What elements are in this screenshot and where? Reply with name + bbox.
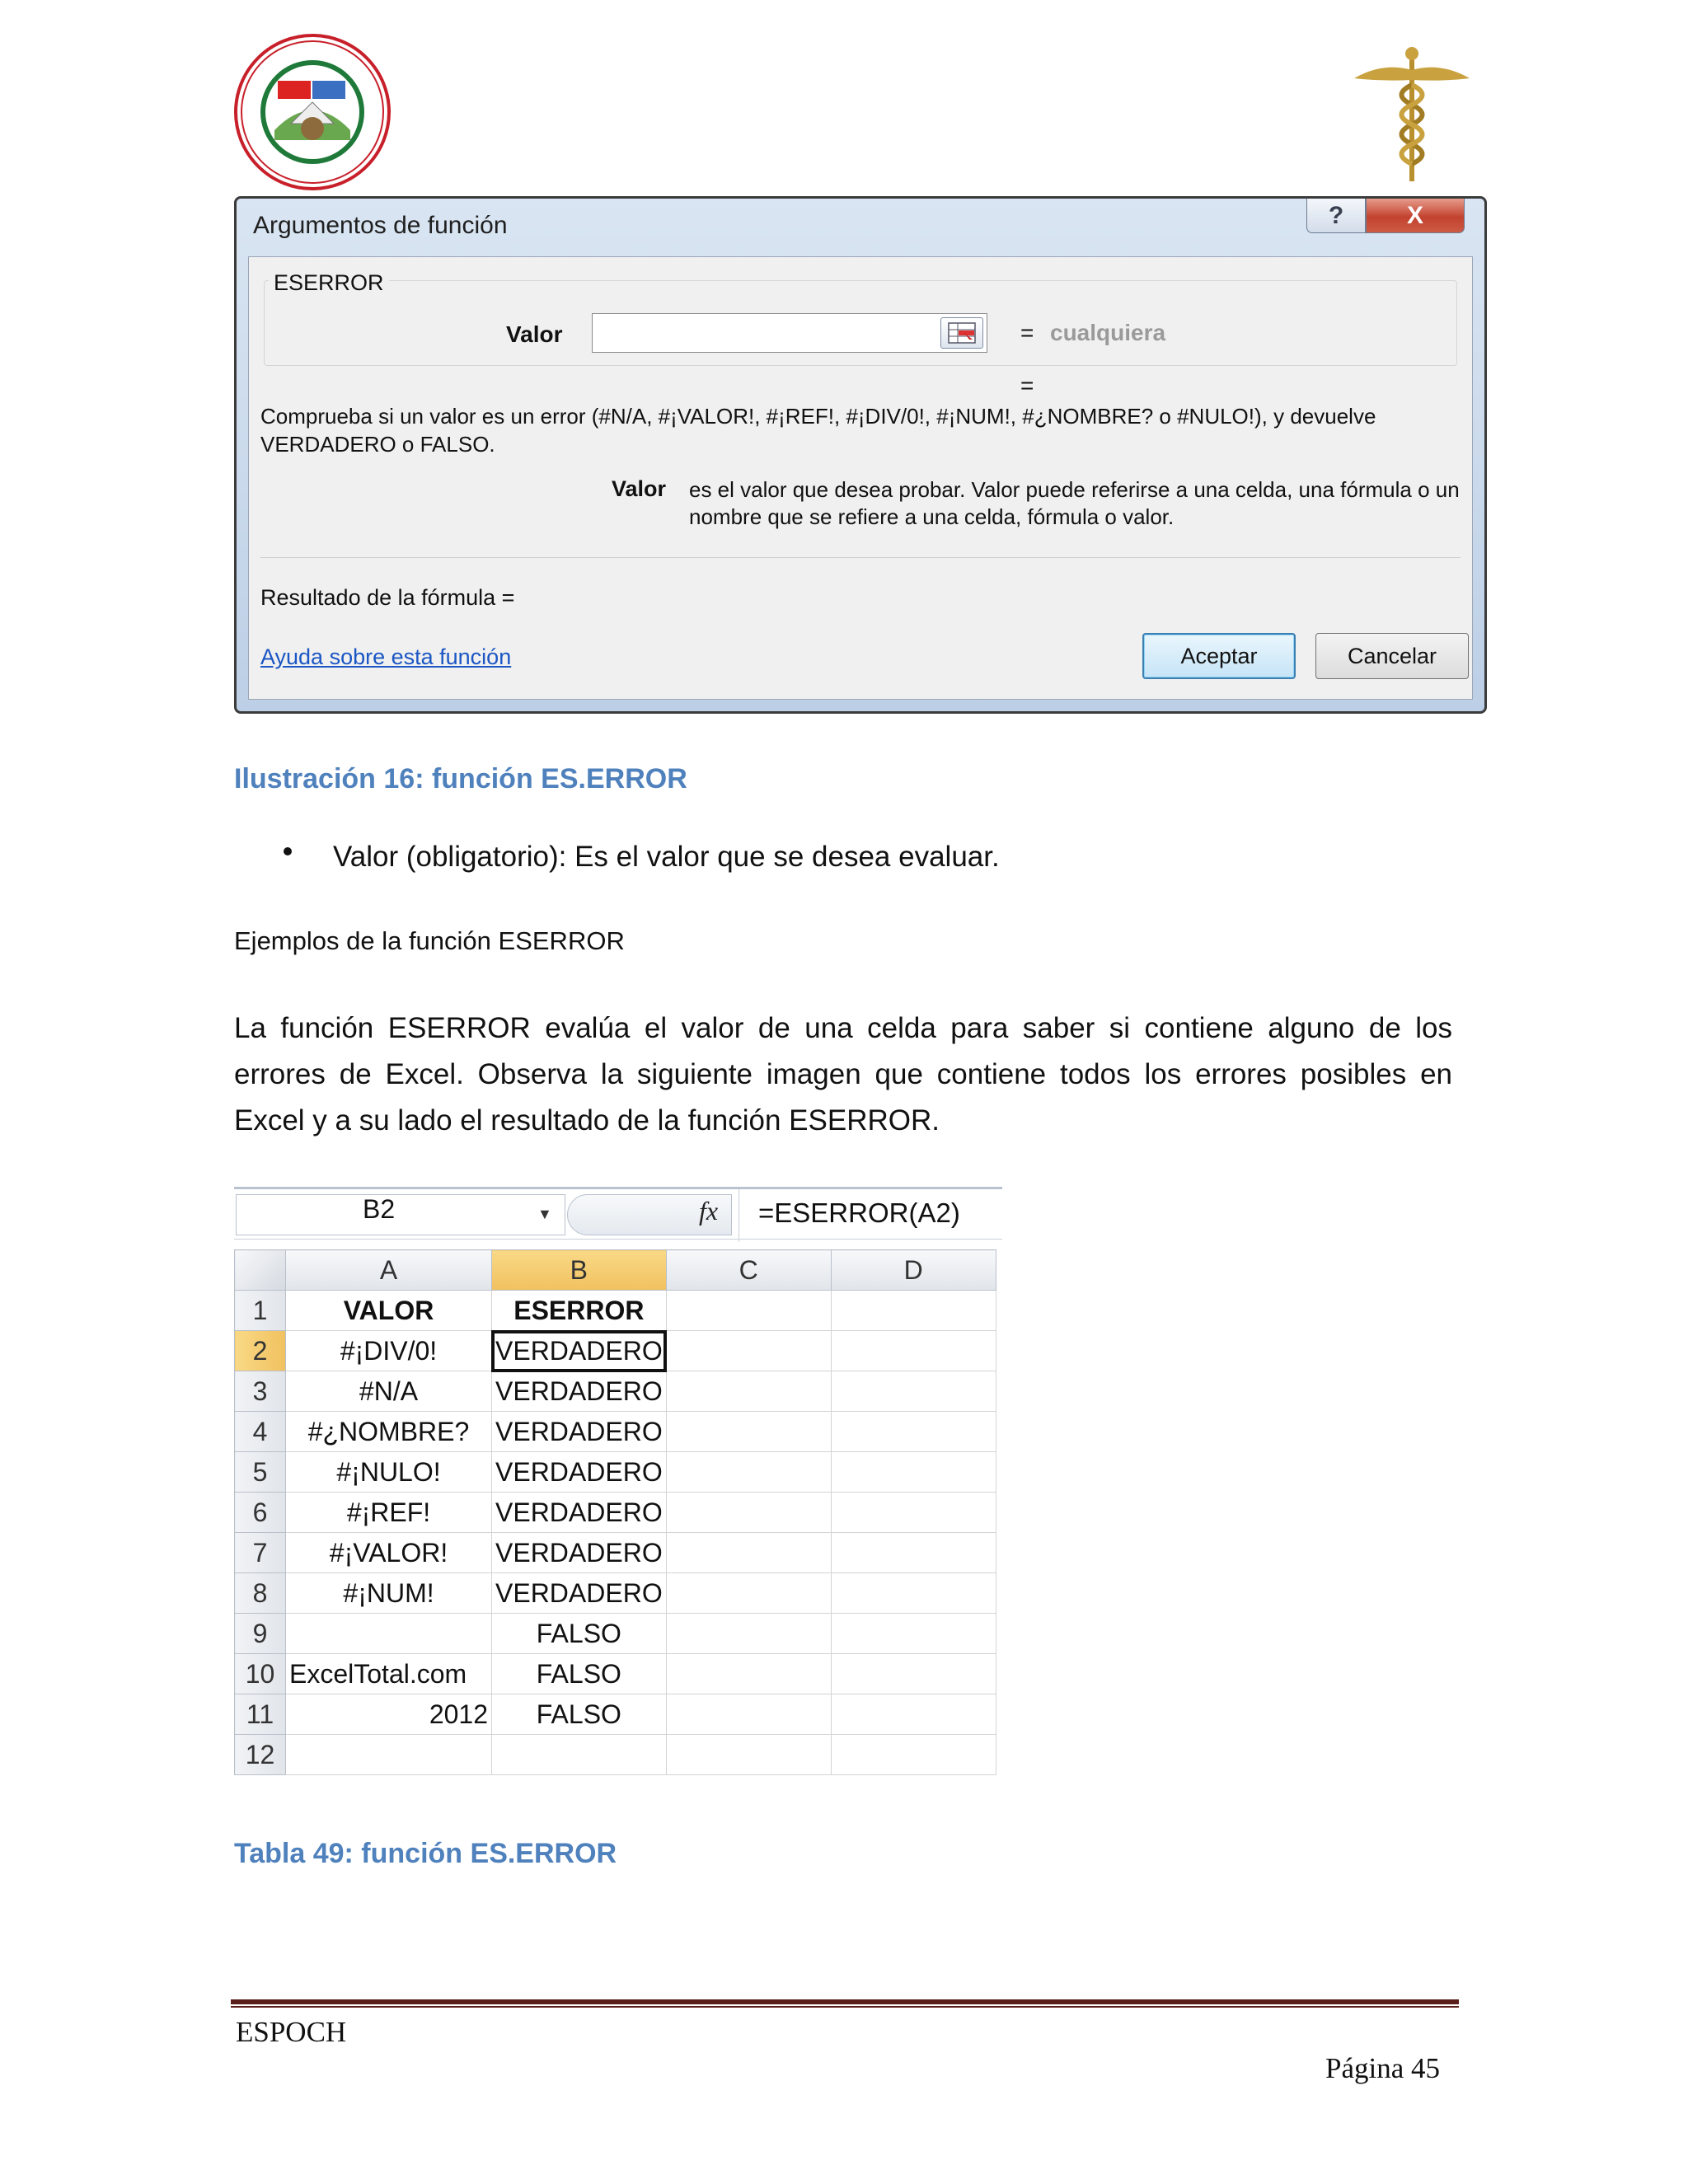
row-header[interactable]: 9	[235, 1614, 286, 1654]
figure-caption: Ilustración 16: función ES.ERROR	[234, 763, 687, 794]
table-row	[235, 1493, 996, 1533]
cell[interactable]	[666, 1654, 831, 1694]
cell[interactable]: ESERROR	[492, 1291, 667, 1331]
table-row	[235, 1371, 996, 1412]
formula-result-label: Resultado de la fórmula =	[260, 585, 515, 610]
table-row	[235, 1412, 996, 1452]
function-description: Comprueba si un valor es un error (#N/A, #¡VALOR!, #¡REF!, #¡DIV/0!, #¡NUM!, #¿NOMBRE? o #NULO!), y devuelve VERDADERO o FALSO.	[260, 404, 1376, 457]
table-row	[235, 1614, 996, 1654]
spreadsheet-grid	[234, 1249, 996, 1775]
caduceus-icon	[1350, 45, 1474, 185]
table-row	[235, 1573, 996, 1614]
formula-bar	[234, 1187, 1002, 1240]
cell[interactable]	[286, 1614, 492, 1654]
cell[interactable]	[831, 1291, 996, 1331]
row-header[interactable]: 1	[235, 1291, 286, 1331]
cell[interactable]	[666, 1573, 831, 1614]
table-row	[235, 1533, 996, 1573]
argument-help-name: Valor	[612, 476, 667, 501]
cell[interactable]	[286, 1735, 492, 1775]
cell[interactable]: VALOR	[286, 1291, 492, 1331]
bullet-text: Valor (obligatorio): Es el valor que se desea evaluar.	[333, 841, 1000, 873]
name-box-value: B2	[363, 1194, 396, 1224]
argument-label: Valor	[506, 321, 563, 347]
valor-input[interactable]	[592, 313, 987, 353]
cell[interactable]	[666, 1694, 831, 1735]
select-all-corner[interactable]	[235, 1250, 286, 1291]
cancel-button[interactable]: Cancelar	[1315, 633, 1469, 679]
cell[interactable]: FALSO	[492, 1614, 667, 1654]
window-controls	[1306, 199, 1471, 238]
cell[interactable]	[666, 1614, 831, 1654]
cell[interactable]: #¡NULO!	[286, 1452, 492, 1493]
cell[interactable]: #N/A	[286, 1371, 492, 1412]
argument-result: cualquiera	[1050, 320, 1166, 345]
row-header[interactable]: 2	[235, 1331, 286, 1371]
row-header[interactable]: 12	[235, 1735, 286, 1775]
row-header[interactable]: 5	[235, 1452, 286, 1493]
cell[interactable]: VERDADERO	[492, 1412, 667, 1452]
cell[interactable]: ExcelTotal.com	[286, 1654, 492, 1694]
cell[interactable]: FALSO	[492, 1694, 667, 1735]
column-header-row	[235, 1250, 996, 1291]
cell[interactable]	[831, 1735, 996, 1775]
function-arguments-dialog	[234, 196, 1487, 714]
help-button[interactable]: ?	[1306, 199, 1366, 233]
table-row	[235, 1654, 996, 1694]
cell[interactable]: 2012	[286, 1694, 492, 1735]
cell[interactable]	[666, 1493, 831, 1533]
cell[interactable]: #¡NUM!	[286, 1573, 492, 1614]
cell[interactable]	[831, 1493, 996, 1533]
cell[interactable]: #¡VALOR!	[286, 1533, 492, 1573]
cell[interactable]	[831, 1331, 996, 1371]
cell[interactable]: #¿NOMBRE?	[286, 1412, 492, 1452]
cell[interactable]	[831, 1654, 996, 1694]
row-header[interactable]: 3	[235, 1371, 286, 1412]
column-header[interactable]: B	[492, 1250, 667, 1291]
formula-input[interactable]: =ESERROR(A2)	[758, 1197, 960, 1228]
cell[interactable]	[831, 1452, 996, 1493]
cell[interactable]: VERDADERO	[492, 1371, 667, 1412]
cell[interactable]	[831, 1573, 996, 1614]
equals-sign: =	[1020, 373, 1034, 398]
column-header[interactable]: C	[666, 1250, 831, 1291]
fx-icon[interactable]: fx	[699, 1196, 719, 1226]
table-row	[235, 1452, 996, 1493]
divider	[738, 1189, 739, 1242]
cell[interactable]: VERDADERO	[492, 1452, 667, 1493]
row-header[interactable]: 4	[235, 1412, 286, 1452]
cell[interactable]	[831, 1371, 996, 1412]
table-caption: Tabla 49: función ES.ERROR	[234, 1838, 617, 1869]
cell[interactable]	[831, 1533, 996, 1573]
column-header[interactable]: A	[286, 1250, 492, 1291]
close-button[interactable]: X	[1366, 199, 1465, 233]
cell[interactable]: #¡DIV/0!	[286, 1331, 492, 1371]
cell[interactable]: #¡REF!	[286, 1493, 492, 1533]
table-row	[235, 1331, 996, 1371]
section-title: Ejemplos de la función ESERROR	[234, 926, 625, 955]
body-paragraph: La función ESERROR evalúa el valor de una celda para saber si contiene alguno de los errores de Excel. Observa la siguiente imagen que contiene todos los errores posibles en Excel y a su lado el resultado de la función ESERROR.	[234, 1012, 1452, 1137]
cell[interactable]	[831, 1694, 996, 1735]
cell[interactable]	[666, 1331, 831, 1371]
column-header[interactable]: D	[831, 1250, 996, 1291]
cell[interactable]	[666, 1735, 831, 1775]
chevron-down-icon[interactable]: ▼	[537, 1206, 552, 1222]
row-header[interactable]: 8	[235, 1573, 286, 1614]
range-select-icon	[941, 318, 982, 348]
cell[interactable]: VERDADERO	[492, 1533, 667, 1573]
equals-sign: =	[1020, 320, 1034, 345]
footer-rule	[231, 1999, 1459, 2004]
footer-institution: ESPOCH	[236, 2016, 347, 2048]
cell[interactable]: VERDADERO	[492, 1573, 667, 1614]
row-header[interactable]: 6	[235, 1493, 286, 1533]
cell[interactable]	[666, 1412, 831, 1452]
function-name-legend: ESERROR	[269, 270, 389, 296]
espoch-seal-icon	[233, 33, 392, 191]
table-row	[235, 1291, 996, 1331]
cell[interactable]	[831, 1412, 996, 1452]
cell[interactable]	[666, 1371, 831, 1412]
bullet-icon	[284, 847, 292, 855]
divider	[260, 557, 1461, 558]
row-header[interactable]: 7	[235, 1533, 286, 1573]
cell[interactable]: FALSO	[492, 1654, 667, 1694]
cell[interactable]	[492, 1735, 667, 1775]
ok-button[interactable]: Aceptar	[1142, 633, 1296, 679]
excel-screenshot	[234, 1187, 1002, 1790]
page-number: Página 45	[1325, 2052, 1441, 2084]
cell[interactable]	[666, 1533, 831, 1573]
help-link[interactable]: Ayuda sobre esta función	[260, 644, 512, 669]
footer-rule	[231, 2006, 1459, 2008]
table-row	[235, 1735, 996, 1775]
argument-help-text: es el valor que desea probar. Valor puede referirse a una celda, una fórmula o un nombre que se refiere a una celda, fórmula o valor.	[689, 477, 1460, 529]
active-cell[interactable]: VERDADERO	[492, 1331, 667, 1371]
cell[interactable]	[831, 1614, 996, 1654]
cell[interactable]: VERDADERO	[492, 1493, 667, 1533]
collapse-dialog-button[interactable]	[940, 317, 983, 349]
cell[interactable]	[666, 1452, 831, 1493]
row-header[interactable]: 11	[235, 1694, 286, 1735]
dialog-title: Argumentos de función	[253, 212, 508, 239]
name-box[interactable]	[236, 1194, 565, 1235]
dialog-body	[248, 256, 1473, 700]
row-header[interactable]: 10	[235, 1654, 286, 1694]
table-row	[235, 1694, 996, 1735]
cell[interactable]	[666, 1291, 831, 1331]
